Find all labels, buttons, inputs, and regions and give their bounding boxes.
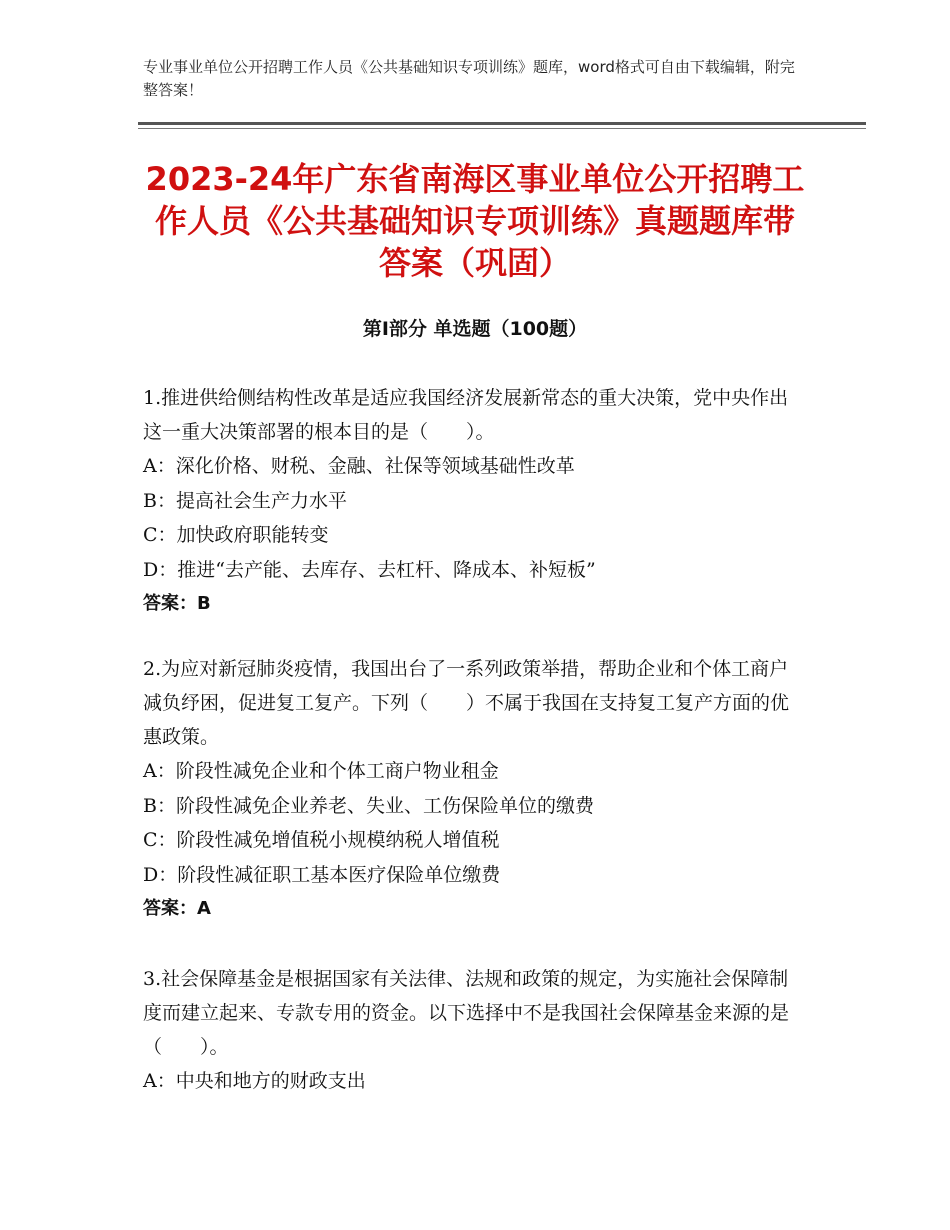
question-text: 1.推进供给侧结构性改革是适应我国经济发展新常态的重大决策，党中央作出这一重大决策部署的根本目的是（ ）。 <box>143 387 789 443</box>
question-text: 2.为应对新冠肺炎疫情，我国出台了一系列政策举措，帮助企业和个体工商户减负纾困，促进复工复产。下列（ ）不属于我国在支持复工复产方面的优惠政策。 <box>143 658 790 748</box>
question-3 <box>143 962 803 1099</box>
option-c: C：加快政府职能转变 <box>143 524 329 546</box>
option-a: A：中央和地方的财政支出 <box>143 1070 366 1092</box>
header-divider-thick <box>138 122 866 125</box>
question-2 <box>143 652 803 926</box>
option-b: B：提高社会生产力水平 <box>143 489 347 512</box>
option-d: D：阶段性减征职工基本医疗保险单位缴费 <box>143 863 501 886</box>
option-c: C：阶段性减免增值税小规模纳税人增值税 <box>143 829 500 851</box>
option-b: B：阶段性减免企业养老、失业、工伤保险单位的缴费 <box>143 794 594 817</box>
header-note: 专业事业单位公开招聘工作人员《公共基础知识专项训练》题库，word格式可自由下载编辑，附完整答案！ <box>143 58 795 99</box>
answer: 答案：A <box>143 898 211 919</box>
option-a: A：阶段性减免企业和个体工商户物业租金 <box>143 760 499 782</box>
question-1 <box>143 381 803 621</box>
option-a: A：深化价格、财税、金融、社保等领域基础性改革 <box>143 455 575 477</box>
question-text: 3.社会保障基金是根据国家有关法律、法规和政策的规定，为实施社会保障制度而建立起来、专款专用的资金。以下选择中不是我国社会保障基金来源的是（ ）。 <box>143 968 790 1058</box>
option-d: D：推进“去产能、去库存、去杠杆、降成本、补短板” <box>143 558 596 581</box>
answer: 答案：B <box>143 593 211 614</box>
header-divider-thin <box>138 128 866 129</box>
document-title: 2023-24年广东省南海区事业单位公开招聘工作人员《公共基础知识专项训练》真题题库带答案（巩固） <box>145 160 805 282</box>
section-title: 第Ⅰ部分 单选题（100题） <box>362 318 588 340</box>
